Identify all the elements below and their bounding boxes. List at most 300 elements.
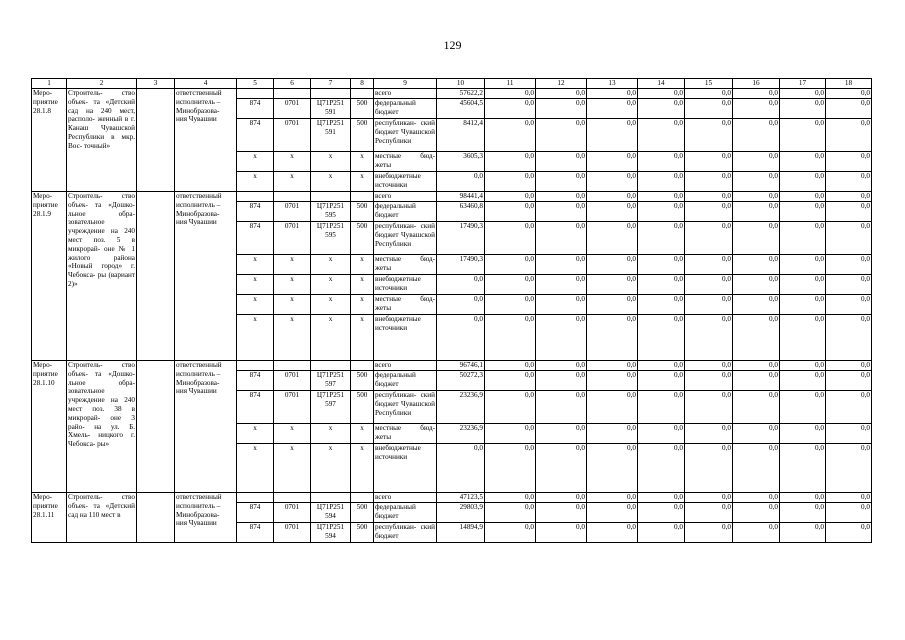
column-header-14: 14	[638, 79, 685, 89]
year-value: 0,0	[587, 424, 638, 444]
year-value: 0,0	[536, 295, 587, 315]
table-row	[32, 493, 872, 503]
year-value: 0,0	[733, 503, 780, 523]
year-value: 0,0	[826, 361, 872, 371]
gov-code: 874	[237, 523, 274, 543]
year-value: 0,0	[587, 119, 638, 152]
column-header-16: 16	[733, 79, 780, 89]
year-value: 0,0	[685, 444, 733, 493]
measure-description: Строитель- ство объек- та «Дошко- льное обра- зовательное учреждение на 240 мест поз. 38 в микрорай- оне 3 райо- на ул. Б. Хмель- ницкого г. Чебокса- ры»	[67, 361, 137, 493]
gov-code: x	[237, 255, 274, 275]
responsible-line: ответственный	[176, 192, 222, 200]
funding-source: местные бюд- жеты	[374, 152, 437, 172]
year-value: 0,0	[780, 255, 826, 275]
year-value: 0,0	[638, 89, 685, 99]
year-value: 0,0	[780, 99, 826, 119]
section-code: 0701	[274, 99, 311, 119]
year-value: 0,0	[826, 192, 872, 202]
year-value: 0,0	[587, 295, 638, 315]
target-code: Ц71Р251 591	[311, 119, 351, 152]
year-value: 0,0	[587, 493, 638, 503]
year-value: 0,0	[733, 493, 780, 503]
funding-source: всего	[374, 361, 437, 371]
total-value: 57622,2	[437, 89, 485, 99]
year-value: 0,0	[780, 493, 826, 503]
funding-source: местные бюд- жеты	[374, 424, 437, 444]
year-value: 0,0	[536, 371, 587, 391]
section-code: x	[274, 424, 311, 444]
expense-type: x	[351, 424, 374, 444]
gov-code	[237, 493, 274, 503]
target-code: Ц71Р251 597	[311, 371, 351, 391]
total-value: 3605,3	[437, 152, 485, 172]
year-value: 0,0	[780, 222, 826, 255]
gov-code: x	[237, 275, 274, 295]
expense-type: 500	[351, 523, 374, 543]
year-value: 0,0	[685, 361, 733, 371]
year-value: 0,0	[733, 119, 780, 152]
gov-code: 874	[237, 222, 274, 255]
target-code: Ц71Р251 594	[311, 523, 351, 543]
year-value: 0,0	[587, 222, 638, 255]
section-code: x	[274, 295, 311, 315]
year-value: 0,0	[826, 493, 872, 503]
funding-source: всего	[374, 192, 437, 202]
year-value: 0,0	[826, 391, 872, 424]
year-value: 0,0	[587, 391, 638, 424]
year-value: 0,0	[826, 295, 872, 315]
year-value: 0,0	[536, 119, 587, 152]
year-value: 0,0	[826, 99, 872, 119]
year-value: 0,0	[536, 202, 587, 222]
year-value: 0,0	[685, 493, 733, 503]
measure-description: Строитель- ство объек- та «Дошко- льное обра- зовательное учреждение на 240 мест поз. 5 в микрорай- оне № 1 жилого района «Новый город» г. Чебокса- ры (вариант 2)»	[67, 192, 137, 361]
expense-type: 500	[351, 202, 374, 222]
year-value: 0,0	[638, 255, 685, 275]
gov-code: 874	[237, 391, 274, 424]
year-value: 0,0	[485, 391, 536, 424]
year-value: 0,0	[485, 89, 536, 99]
gov-code: 874	[237, 503, 274, 523]
empty-cell	[137, 192, 175, 361]
year-value: 0,0	[587, 275, 638, 295]
responsible-line: исполнитель –	[176, 501, 221, 510]
measure-id: Меро- приятие 28.1.8	[32, 89, 67, 192]
total-value: 0,0	[437, 444, 485, 493]
target-code: x	[311, 295, 351, 315]
year-value: 0,0	[826, 523, 872, 543]
year-value: 0,0	[685, 391, 733, 424]
year-value: 0,0	[685, 152, 733, 172]
funding-source: федеральный бюджет	[374, 202, 437, 222]
gov-code: 874	[237, 202, 274, 222]
year-value: 0,0	[638, 361, 685, 371]
year-value: 0,0	[485, 202, 536, 222]
responsible-line: Минобразова-	[176, 510, 220, 519]
year-value: 0,0	[638, 371, 685, 391]
funding-table	[31, 78, 872, 543]
year-value: 0,0	[685, 202, 733, 222]
total-value: 23236,9	[437, 424, 485, 444]
year-value: 0,0	[638, 152, 685, 172]
expense-type: 500	[351, 99, 374, 119]
year-value: 0,0	[536, 192, 587, 202]
responsible-line: исполнитель –	[176, 97, 221, 106]
year-value: 0,0	[685, 315, 733, 361]
section-code: x	[274, 172, 311, 192]
year-value: 0,0	[536, 315, 587, 361]
section-code: 0701	[274, 503, 311, 523]
year-value: 0,0	[638, 444, 685, 493]
year-value: 0,0	[733, 444, 780, 493]
gov-code	[237, 361, 274, 371]
target-code: x	[311, 444, 351, 493]
measure-id: Меро- приятие 28.1.9	[32, 192, 67, 361]
total-value: 47123,5	[437, 493, 485, 503]
year-value: 0,0	[685, 119, 733, 152]
year-value: 0,0	[733, 255, 780, 275]
year-value: 0,0	[485, 295, 536, 315]
year-value: 0,0	[780, 119, 826, 152]
year-value: 0,0	[485, 315, 536, 361]
year-value: 0,0	[587, 444, 638, 493]
gov-code	[237, 89, 274, 99]
responsible-executor	[175, 493, 237, 543]
year-value: 0,0	[638, 192, 685, 202]
total-value: 14894,9	[437, 523, 485, 543]
expense-type	[351, 192, 374, 202]
target-code	[311, 361, 351, 371]
gov-code: x	[237, 152, 274, 172]
total-value: 98441,4	[437, 192, 485, 202]
year-value: 0,0	[733, 295, 780, 315]
expense-type: 500	[351, 503, 374, 523]
total-value: 0,0	[437, 275, 485, 295]
funding-source: внебюджетные источники	[374, 315, 437, 361]
column-header-7: 7	[311, 79, 351, 89]
year-value: 0,0	[587, 361, 638, 371]
year-value: 0,0	[733, 424, 780, 444]
responsible-executor	[175, 361, 237, 493]
gov-code: x	[237, 295, 274, 315]
year-value: 0,0	[733, 172, 780, 192]
total-value: 0,0	[437, 295, 485, 315]
year-value: 0,0	[587, 503, 638, 523]
total-value: 63460,8	[437, 202, 485, 222]
target-code: x	[311, 275, 351, 295]
column-header-4: 4	[175, 79, 237, 89]
section-code: x	[274, 152, 311, 172]
year-value: 0,0	[485, 172, 536, 192]
target-code: x	[311, 315, 351, 361]
year-value: 0,0	[780, 152, 826, 172]
year-value: 0,0	[826, 444, 872, 493]
column-header-10: 10	[437, 79, 485, 89]
year-value: 0,0	[587, 192, 638, 202]
expense-type	[351, 493, 374, 503]
year-value: 0,0	[485, 99, 536, 119]
year-value: 0,0	[780, 315, 826, 361]
year-value: 0,0	[485, 493, 536, 503]
year-value: 0,0	[638, 275, 685, 295]
section-code	[274, 361, 311, 371]
year-value: 0,0	[685, 295, 733, 315]
year-value: 0,0	[638, 295, 685, 315]
gov-code	[237, 192, 274, 202]
year-value: 0,0	[536, 503, 587, 523]
gov-code: x	[237, 315, 274, 361]
year-value: 0,0	[485, 119, 536, 152]
year-value: 0,0	[638, 523, 685, 543]
measure-description: Строитель- ство объек- та «Детский сад на 240 мест, располо- женный в г. Канаш Чувашской Республики в мкр. Вос- точный»	[67, 89, 137, 192]
expense-type: x	[351, 295, 374, 315]
funding-source: республикан- ский бюджет Чувашской Республики	[374, 119, 437, 152]
column-header-2: 2	[67, 79, 137, 89]
section-code: 0701	[274, 391, 311, 424]
funding-source: федеральный бюджет	[374, 371, 437, 391]
year-value: 0,0	[485, 192, 536, 202]
year-value: 0,0	[587, 255, 638, 275]
total-value: 17490,3	[437, 222, 485, 255]
responsible-line: исполнитель –	[176, 200, 221, 209]
year-value: 0,0	[733, 523, 780, 543]
responsible-line: ния Чувашии	[176, 387, 217, 396]
responsible-line: Минобразова-	[176, 378, 220, 387]
year-value: 0,0	[587, 371, 638, 391]
year-value: 0,0	[733, 371, 780, 391]
year-value: 0,0	[733, 202, 780, 222]
total-value: 8412,4	[437, 119, 485, 152]
year-value: 0,0	[826, 89, 872, 99]
year-value: 0,0	[587, 99, 638, 119]
year-value: 0,0	[638, 202, 685, 222]
funding-source: федеральный бюджет	[374, 99, 437, 119]
section-code: x	[274, 444, 311, 493]
section-code	[274, 192, 311, 202]
responsible-line: ответственный	[176, 89, 222, 97]
year-value: 0,0	[780, 523, 826, 543]
gov-code: 874	[237, 99, 274, 119]
year-value: 0,0	[685, 255, 733, 275]
gov-code: x	[237, 444, 274, 493]
empty-cell	[137, 89, 175, 192]
year-value: 0,0	[685, 192, 733, 202]
gov-code: 874	[237, 119, 274, 152]
year-value: 0,0	[780, 89, 826, 99]
target-code: Ц71Р251 595	[311, 222, 351, 255]
funding-source: республикан- ский бюджет Чувашской Республики	[374, 391, 437, 424]
expense-type: 500	[351, 222, 374, 255]
target-code: Ц71Р251 594	[311, 503, 351, 523]
table-row	[32, 192, 872, 202]
column-header-5: 5	[237, 79, 274, 89]
year-value: 0,0	[536, 493, 587, 503]
expense-type: 500	[351, 391, 374, 424]
year-value: 0,0	[826, 222, 872, 255]
year-value: 0,0	[536, 391, 587, 424]
year-value: 0,0	[638, 99, 685, 119]
year-value: 0,0	[638, 391, 685, 424]
column-header-9: 9	[374, 79, 437, 89]
responsible-line: ния Чувашии	[176, 218, 217, 227]
funding-source: республикан- ский бюджет Чувашской Республики	[374, 222, 437, 255]
expense-type: 500	[351, 119, 374, 152]
target-code: Ц71Р251 591	[311, 99, 351, 119]
expense-type	[351, 89, 374, 99]
section-code: x	[274, 315, 311, 361]
year-value: 0,0	[638, 315, 685, 361]
year-value: 0,0	[780, 192, 826, 202]
funding-source: местные бюд- жеты	[374, 295, 437, 315]
year-value: 0,0	[587, 152, 638, 172]
total-value: 50272,3	[437, 371, 485, 391]
year-value: 0,0	[587, 523, 638, 543]
header-row	[32, 79, 872, 89]
year-value: 0,0	[485, 361, 536, 371]
year-value: 0,0	[733, 222, 780, 255]
year-value: 0,0	[780, 371, 826, 391]
year-value: 0,0	[685, 523, 733, 543]
target-code: Ц71Р251 595	[311, 202, 351, 222]
responsible-line: Минобразова-	[176, 106, 220, 115]
responsible-line: исполнитель –	[176, 369, 221, 378]
column-header-12: 12	[536, 79, 587, 89]
target-code: x	[311, 152, 351, 172]
column-header-13: 13	[587, 79, 638, 89]
year-value: 0,0	[780, 202, 826, 222]
year-value: 0,0	[780, 503, 826, 523]
column-header-8: 8	[351, 79, 374, 89]
year-value: 0,0	[685, 89, 733, 99]
empty-cell	[137, 493, 175, 543]
year-value: 0,0	[485, 523, 536, 543]
responsible-line: Минобразова-	[176, 209, 220, 218]
year-value: 0,0	[826, 424, 872, 444]
year-value: 0,0	[826, 202, 872, 222]
year-value: 0,0	[826, 275, 872, 295]
year-value: 0,0	[685, 99, 733, 119]
total-value: 0,0	[437, 315, 485, 361]
total-value: 96746,1	[437, 361, 485, 371]
column-header-11: 11	[485, 79, 536, 89]
year-value: 0,0	[733, 192, 780, 202]
expense-type: x	[351, 172, 374, 192]
target-code: x	[311, 424, 351, 444]
column-header-3: 3	[137, 79, 175, 89]
year-value: 0,0	[485, 371, 536, 391]
year-value: 0,0	[780, 172, 826, 192]
expense-type: x	[351, 315, 374, 361]
column-header-1: 1	[32, 79, 67, 89]
section-code	[274, 493, 311, 503]
responsible-executor	[175, 89, 237, 192]
year-value: 0,0	[826, 172, 872, 192]
year-value: 0,0	[826, 503, 872, 523]
year-value: 0,0	[536, 444, 587, 493]
target-code	[311, 192, 351, 202]
year-value: 0,0	[733, 315, 780, 361]
year-value: 0,0	[780, 391, 826, 424]
year-value: 0,0	[826, 119, 872, 152]
year-value: 0,0	[826, 255, 872, 275]
year-value: 0,0	[587, 89, 638, 99]
funding-source: внебюджетные источники	[374, 172, 437, 192]
responsible-executor	[175, 192, 237, 361]
gov-code: x	[237, 172, 274, 192]
table-row	[32, 361, 872, 371]
column-header-15: 15	[685, 79, 733, 89]
target-code: Ц71Р251 597	[311, 391, 351, 424]
year-value: 0,0	[780, 361, 826, 371]
year-value: 0,0	[780, 444, 826, 493]
funding-source: республикан- ский бюджет	[374, 523, 437, 543]
year-value: 0,0	[485, 255, 536, 275]
expense-type	[351, 361, 374, 371]
section-code: 0701	[274, 371, 311, 391]
year-value: 0,0	[638, 172, 685, 192]
gov-code: 874	[237, 371, 274, 391]
expense-type: x	[351, 275, 374, 295]
total-value: 23236,9	[437, 391, 485, 424]
year-value: 0,0	[587, 315, 638, 361]
empty-cell	[137, 361, 175, 493]
year-value: 0,0	[587, 202, 638, 222]
expense-type: x	[351, 444, 374, 493]
column-header-17: 17	[780, 79, 826, 89]
funding-source: внебюджетные источники	[374, 444, 437, 493]
year-value: 0,0	[685, 172, 733, 192]
year-value: 0,0	[587, 172, 638, 192]
page-number: 129	[443, 38, 462, 52]
responsible-line: ния Чувашии	[176, 115, 217, 124]
section-code: x	[274, 275, 311, 295]
year-value: 0,0	[485, 222, 536, 255]
column-header-18: 18	[826, 79, 872, 89]
column-header-6: 6	[274, 79, 311, 89]
total-value: 29803,9	[437, 503, 485, 523]
year-value: 0,0	[826, 152, 872, 172]
year-value: 0,0	[536, 222, 587, 255]
section-code: 0701	[274, 222, 311, 255]
year-value: 0,0	[536, 255, 587, 275]
year-value: 0,0	[685, 275, 733, 295]
year-value: 0,0	[536, 152, 587, 172]
year-value: 0,0	[733, 99, 780, 119]
year-value: 0,0	[780, 295, 826, 315]
year-value: 0,0	[638, 424, 685, 444]
year-value: 0,0	[733, 361, 780, 371]
target-code	[311, 493, 351, 503]
target-code: x	[311, 172, 351, 192]
gov-code: x	[237, 424, 274, 444]
section-code	[274, 89, 311, 99]
year-value: 0,0	[685, 424, 733, 444]
year-value: 0,0	[826, 371, 872, 391]
year-value: 0,0	[638, 222, 685, 255]
year-value: 0,0	[485, 444, 536, 493]
year-value: 0,0	[780, 424, 826, 444]
total-value: 17490,3	[437, 255, 485, 275]
section-code: 0701	[274, 119, 311, 152]
responsible-line: ответственный	[176, 361, 222, 369]
funding-source: местные бюд- жеты	[374, 255, 437, 275]
measure-id: Меро- приятие 28.1.11	[32, 493, 67, 543]
funding-source: всего	[374, 89, 437, 99]
funding-source: федеральный бюджет	[374, 503, 437, 523]
expense-type: x	[351, 152, 374, 172]
year-value: 0,0	[733, 152, 780, 172]
table-row	[32, 89, 872, 99]
